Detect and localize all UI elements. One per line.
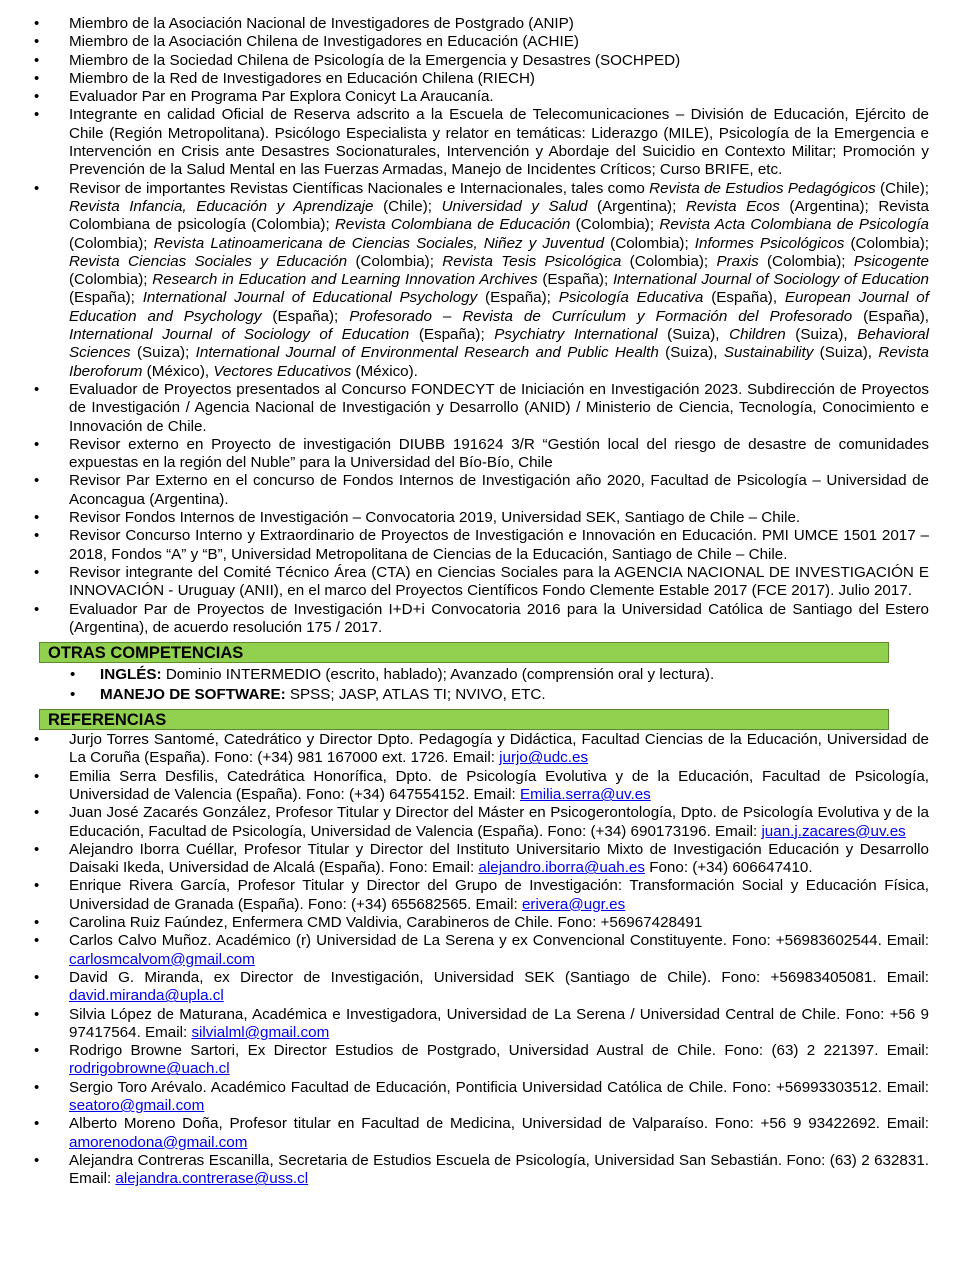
- email-link[interactable]: carlosmcalvom@gmail.com: [69, 950, 255, 968]
- evaluation-item: • Evaluador Par de Proyectos de Investigación I+D+i Convocatoria 2016 para la Universidad Católica de Santiago del Estero (Argentina), de acuerdo resolución 175 / 2017.: [0, 601, 968, 638]
- journal-name: International Journal of Educational Psychology: [142, 289, 478, 307]
- journal-text: (Argentina);: [587, 197, 686, 215]
- journal-name: Revista Ciencias Sociales y Educación: [69, 252, 348, 270]
- reference-text: Silvia López de Maturana, Académica e Investigadora, Universidad de La Serena / Universidad Central de Chile. Fono: +56 9 97417564. Email:: [69, 1005, 929, 1041]
- journal-name: European Journal of Education and Psychology: [69, 289, 929, 325]
- journal-text: (España),: [852, 307, 929, 325]
- journal-name: Revista Ecos: [685, 197, 780, 215]
- reference-item: [0, 914, 968, 932]
- journal-name: Universidad y Salud: [441, 197, 588, 215]
- journal-name: Behavioral Sciences: [69, 326, 929, 362]
- membership-item: • Miembro de la Sociedad Chilena de Psicología de la Emergencia y Desastres (SOCHPED): [0, 52, 968, 70]
- journal-text: (México),: [142, 362, 214, 380]
- evaluation-item: • Revisor Fondos Internos de Investigación – Convocatoria 2019, Universidad SEK, Santiago de Chile – Chile.: [0, 509, 968, 527]
- reference-item: [0, 841, 968, 878]
- journal-text: (Suiza),: [813, 344, 879, 362]
- email-link[interactable]: alejandra.contrerase@uss.cl: [115, 1170, 309, 1188]
- membership-item: • Integrante en calidad Oficial de Reserva adscrito a la Escuela de Telecomunicaciones – División de Educación, Ejército de Chile (Región Metropolitana). Psicólogo Especialista y relator en temáticas: Liderazgo (MILE), Psicología de la Emergencia e Intervención en Crisis ante Desastres Socionaturales, Intervención y Abordaje del Suicidio en Contexto Militar; Promoción y Prevención de la Salud Mental en las Fuerzas Armadas, Manejo de Incidentes Críticos; Curso BRIFE, etc.: [0, 106, 968, 179]
- evaluation-item: • Revisor Concurso Interno y Extraordinario de Proyectos de Investigación e Innovación en Educación. PMI UMCE 1501 2017 – 2018, Fondos “A” y “B”, Universidad Metropolitana de Ciencias de la Educación, Santiago de Chile – Chile.: [0, 527, 968, 564]
- reference-item: [0, 768, 968, 805]
- reference-text: Alberto Moreno Doña, Profesor titular en Facultad de Medicina, Universidad de Valparaíso. Fono: +56 9 93422692. Email:: [69, 1115, 929, 1133]
- competencia-label: INGLÉS:: [100, 666, 162, 684]
- evaluation-item: • Revisor Par Externo en el concurso de Fondos Internos de Investigación año 2020, Facultad de Psicología – Universidad de Aconcagua (Argentina).: [0, 472, 968, 509]
- journal-text: (Chile);: [373, 197, 442, 215]
- journal-text: (Colombia);: [604, 234, 695, 252]
- email-link[interactable]: silvialml@gmail.com: [191, 1023, 330, 1041]
- journal-text: (Colombia);: [621, 252, 717, 270]
- journal-text: (Chile);: [875, 179, 929, 197]
- reference-text: Rodrigo Browne Sartori, Ex Director Estudios de Postgrado, Universidad Austral de Chile. Fono: (63) 2 221397. Email:: [69, 1042, 929, 1060]
- reference-text: Carlos Calvo Muñoz. Académico (r) Universidad de La Serena y ex Convencional Constituyente. Fono: +56983602544. Email:: [69, 932, 929, 950]
- reference-text: Enrique Rivera García, Profesor Titular y Director del Grupo de Investigación: Transformación Social y Educación Física, Universidad de Granada (España). Fono: (+34) 655682565. Email:: [69, 877, 929, 913]
- reference-item: [0, 731, 968, 768]
- memberships-list: [0, 15, 968, 637]
- journal-text: (Suiza);: [130, 344, 196, 362]
- journal-name: Revista Iberoforum: [69, 344, 930, 380]
- membership-item: • Miembro de la Asociación Chilena de Investigadores en Educación (ACHIE): [0, 33, 968, 51]
- email-link[interactable]: david.miranda@upla.cl: [69, 987, 224, 1005]
- reference-text: Sergio Toro Arévalo. Académico Facultad de Educación, Pontificia Universidad Católica de Chile. Fono: +56993303512. Email:: [69, 1078, 929, 1096]
- journal-name: Research in Education and Learning Innovation Archives: [152, 271, 538, 289]
- journal-text: (Suiza),: [658, 344, 724, 362]
- journal-text: (Colombia);: [844, 234, 929, 252]
- reference-item: [0, 932, 968, 969]
- email-link[interactable]: juan.j.zacares@uv.es: [761, 822, 906, 840]
- journal-name: International Journal of Sociology of Education: [69, 326, 410, 344]
- reference-item: [0, 804, 968, 841]
- competencia-item-software: [0, 685, 968, 705]
- journal-text: (Colombia);: [758, 252, 854, 270]
- journal-name: Children: [729, 326, 786, 344]
- journal-text: (Suiza),: [785, 326, 858, 344]
- reference-item: [0, 1079, 968, 1116]
- journal-name: Psicogente: [853, 252, 929, 270]
- journal-text: (España);: [69, 289, 143, 307]
- journal-name: Revista Infancia, Educación y Aprendizaje: [69, 197, 374, 215]
- reference-extra-text: Fono: (+34) 606647410.: [644, 859, 813, 877]
- journal-text: (España);: [477, 289, 559, 307]
- journal-name: Vectores Educativos: [213, 362, 352, 380]
- journal-text: (Argentina); Revista Colombiana de psicología (Colombia);: [69, 197, 929, 234]
- membership-item: • Miembro de la Asociación Nacional de Investigadores de Postgrado (ANIP): [0, 15, 968, 33]
- competencias-list: [0, 665, 968, 705]
- journal-text: (Suiza),: [657, 326, 730, 344]
- journal-name: Informes Psicológicos: [694, 234, 845, 252]
- journal-text: (España),: [703, 289, 785, 307]
- journal-name: Profesorado – Revista de Currículum y Formación del Profesorado: [349, 307, 853, 325]
- journal-text: (Colombia);: [347, 252, 443, 270]
- email-link[interactable]: seatoro@gmail.com: [69, 1097, 205, 1115]
- journal-text: (España);: [409, 326, 495, 344]
- journal-name: Psychiatry International: [494, 326, 658, 344]
- journal-text: (México).: [351, 362, 418, 380]
- journal-name: Sustainability: [723, 344, 814, 362]
- email-link[interactable]: jurjo@udc.es: [499, 749, 589, 767]
- section-header-referencias: REFERENCIAS: [39, 709, 889, 730]
- reference-text: Alejandra Contreras Escanilla, Secretaria de Estudios Escuela de Psicología, Universidad San Sebastián. Fono: (63) 2 632831. Email:: [69, 1151, 929, 1188]
- reference-text: Carolina Ruiz Faúndez, Enfermera CMD Valdivia, Carabineros de Chile. Fono: +56967428491: [69, 914, 703, 932]
- email-link[interactable]: rodrigobrowne@uach.cl: [69, 1060, 230, 1078]
- reference-item: [0, 1006, 968, 1043]
- journal-name: International Journal of Environmental Research and Public Health: [195, 344, 659, 362]
- journal-name: Revista Acta Colombiana de Psicología: [659, 216, 929, 234]
- journal-name: Revista Colombiana de Educación: [334, 216, 571, 234]
- reference-text: Jurjo Torres Santomé, Catedrático y Director Dpto. Pedagogía y Didáctica, Facultad Ciencias de la Educación, Universidad de La Coruña (España). Fono: (+34) 981 167000 ext. 1726. Email:: [69, 731, 929, 767]
- membership-item: • Miembro de la Red de Investigadores en Educación Chilena (RIECH): [0, 70, 968, 88]
- evaluation-item: • Revisor externo en Proyecto de investigación DIUBB 191624 3/R “Gestión local del riesgo de desastre de comunidades expuestas en la región del Nuble” para la Universidad del Bío-Bío, Chile: [0, 436, 968, 473]
- journal-text: (Colombia);: [570, 216, 660, 234]
- email-link[interactable]: amorenodona@gmail.com: [69, 1133, 248, 1151]
- journal-text: (España);: [261, 307, 350, 325]
- journal-text: Revisor de importantes Revistas Científicas Nacionales e Internacionales, tales como: [69, 179, 650, 197]
- reference-item: [0, 877, 968, 914]
- reference-text: David G. Miranda, ex Director de Investigación, Universidad SEK (Santiago de Chile). Fono: +56983405081. Email:: [69, 968, 929, 986]
- journal-text: (Colombia);: [69, 271, 153, 289]
- journal-name: Revista Latinoamericana de Ciencias Sociales, Niñez y Juventud: [153, 234, 605, 252]
- journal-text: (España);: [537, 271, 613, 289]
- reference-item: [0, 1042, 968, 1079]
- section-header-competencias: OTRAS COMPETENCIAS: [39, 642, 889, 663]
- reference-text: Emilia Serra Desfilis, Catedrática Honorífica, Dpto. de Psicología Evolutiva y de la Educación, Facultad de Psicología, Universidad de Valencia (España). Fono: (+34) 647554152. Email:: [69, 767, 929, 803]
- reference-item: [0, 1152, 968, 1189]
- reference-text: Alejandro Iborra Cuéllar, Profesor Titular y Director del Instituto Universitario Mixto de Investigación Educación y Desarrollo Daisaki Ikeda, Universidad de Alcalá (España). Fono: Email:: [69, 840, 929, 877]
- journal-name: Revista Tesis Psicológica: [442, 252, 622, 270]
- journal-reviewer-item: [0, 180, 968, 381]
- journal-text: (Colombia);: [69, 234, 154, 252]
- reference-item: [0, 1115, 968, 1152]
- email-link[interactable]: alejandro.iborra@uah.es: [478, 859, 645, 877]
- competencia-label: MANEJO DE SOFTWARE:: [100, 686, 286, 704]
- journal-name: Psicología Educativa: [558, 289, 704, 307]
- competencia-text: Dominio INTERMEDIO (escrito, hablado); Avanzado (comprensión oral y lectura).: [161, 666, 715, 684]
- reference-text: Juan José Zacarés González, Profesor Titular y Director del Máster en Psicogerontología, Dpto. de Psicología Evolutiva y de la Educación, Facultad de Psicología, Universidad de Valencia (España). Fono: (+34) 690173196. Email:: [69, 804, 929, 840]
- evaluation-item: • Evaluador de Proyectos presentados al Concurso FONDECYT de Iniciación en Investigación 2023. Subdirección de Proyectos de Investigación / Agencia Nacional de Investigación y Desarrollo (ANID) / Ministerio de Ciencia, Tecnología, Conocimiento e Innovación de Chile.: [0, 381, 968, 436]
- competencia-text: SPSS; JASP, ATLAS TI; NVIVO, ETC.: [285, 686, 546, 704]
- journal-name: International Journal of Sociology of Education: [612, 271, 929, 289]
- membership-item: • Evaluador Par en Programa Par Explora Conicyt La Araucanía.: [0, 88, 968, 106]
- email-link[interactable]: Emilia.serra@uv.es: [519, 785, 651, 803]
- email-link[interactable]: erivera@ugr.es: [521, 895, 626, 913]
- competencia-item-ingles: [0, 665, 968, 685]
- reference-item: [0, 969, 968, 1006]
- journal-name: Revista de Estudios Pedagógicos: [649, 179, 876, 197]
- journal-name: Praxis: [716, 252, 759, 270]
- references-list: [0, 731, 968, 1188]
- evaluation-item: • Revisor integrante del Comité Técnico Área (CTA) en Ciencias Sociales para la AGENCIA NACIONAL DE INVESTIGACIÓN E INNOVACIÓN - Uruguay (ANII), en el marco del Proyectos Científicos Fondo Clemente Estable 2017 (FCE 2017). Julio 2017.: [0, 564, 968, 601]
